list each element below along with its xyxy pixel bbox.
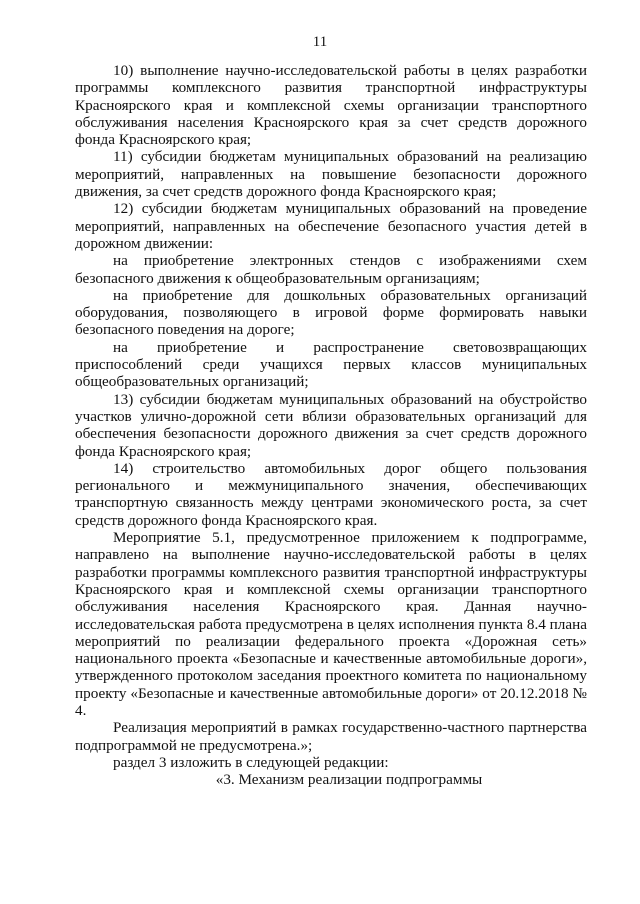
paragraph-ppp: Реализация мероприятий в рамках государственно-частного партнерства подпрограммой не предусмотрена.»;	[75, 719, 587, 754]
page-number: 11	[312, 34, 328, 50]
paragraph-item-13: 13) субсидии бюджетам муниципальных образований на обустройство участков улично-дорожной сети вблизи образовательных организаций для обеспечения безопасности дорожного движения за счет средств дорожного фонда Красноярского края;	[75, 390, 587, 460]
paragraph-section-3-intro: раздел 3 изложить в следующей редакции:	[113, 753, 389, 771]
paragraph-item-10: 10) выполнение научно-исследовательской работы в целях разработки программы комплексного развития транспортной инфраструктуры Красноярского края и комплексной схемы организации транспортного обслуживания населения Красноярского края за счет средств дорожного фонда Красноярского края;	[75, 62, 587, 149]
paragraph-item-12: 12) субсидии бюджетам муниципальных образований на проведение мероприятий, направленных на обеспечение безопасного участия детей в дорожном движении:	[75, 200, 587, 252]
paragraph-item-11: 11) субсидии бюджетам муниципальных образований на реализацию мероприятий, направленных на повышение безопасности дорожного движения, за счет средств дорожного фонда Красноярского края;	[75, 148, 587, 201]
document-body	[75, 62, 587, 788]
paragraph-item-14: 14) строительство автомобильных дорог общего пользования регионального и межмуниципального значения, обеспечивающих транспортную связанность между центрами экономического роста, за счет средств дорожного фонда Красноярского края.	[75, 459, 587, 529]
section-heading: «3. Механизм реализации подпрограммы	[215, 771, 483, 789]
paragraph-stands: на приобретение электронных стендов с изображениями схем безопасного движения к общеобразовательным организациям;	[75, 252, 587, 287]
paragraph-reflectors: на приобретение и распространение световозвращающих приспособлений среди учащихся первых классов муниципальных общеобразовательных организаций;	[75, 338, 587, 391]
paragraph-measure-5-1: Мероприятие 5.1, предусмотренное приложением к подпрограмме, направлено на выполнение научно-исследовательской работы в целях разработки программы комплексного развития транспортной инфраструктуры Красноярского края и комплексной схемы организации транспортного обслуживания населения Красноярского края. Данная научно-исследовательская работа предусмотрена в целях исполнения пункта 8.4 плана мероприятий по реализации федерального проекта «Дорожная сеть» национального проекта «Безопасные и качественные автомобильные дороги», утвержденного протоколом заседания проектного комитета по национальному проекту «Безопасные и качественные автомобильные дороги» от 20.12.2018 № 4.	[75, 529, 587, 719]
paragraph-equipment: на приобретение для дошкольных образовательных организаций оборудования, позволяющего в игровой форме формировать навыки безопасного поведения на дороге;	[75, 286, 587, 339]
